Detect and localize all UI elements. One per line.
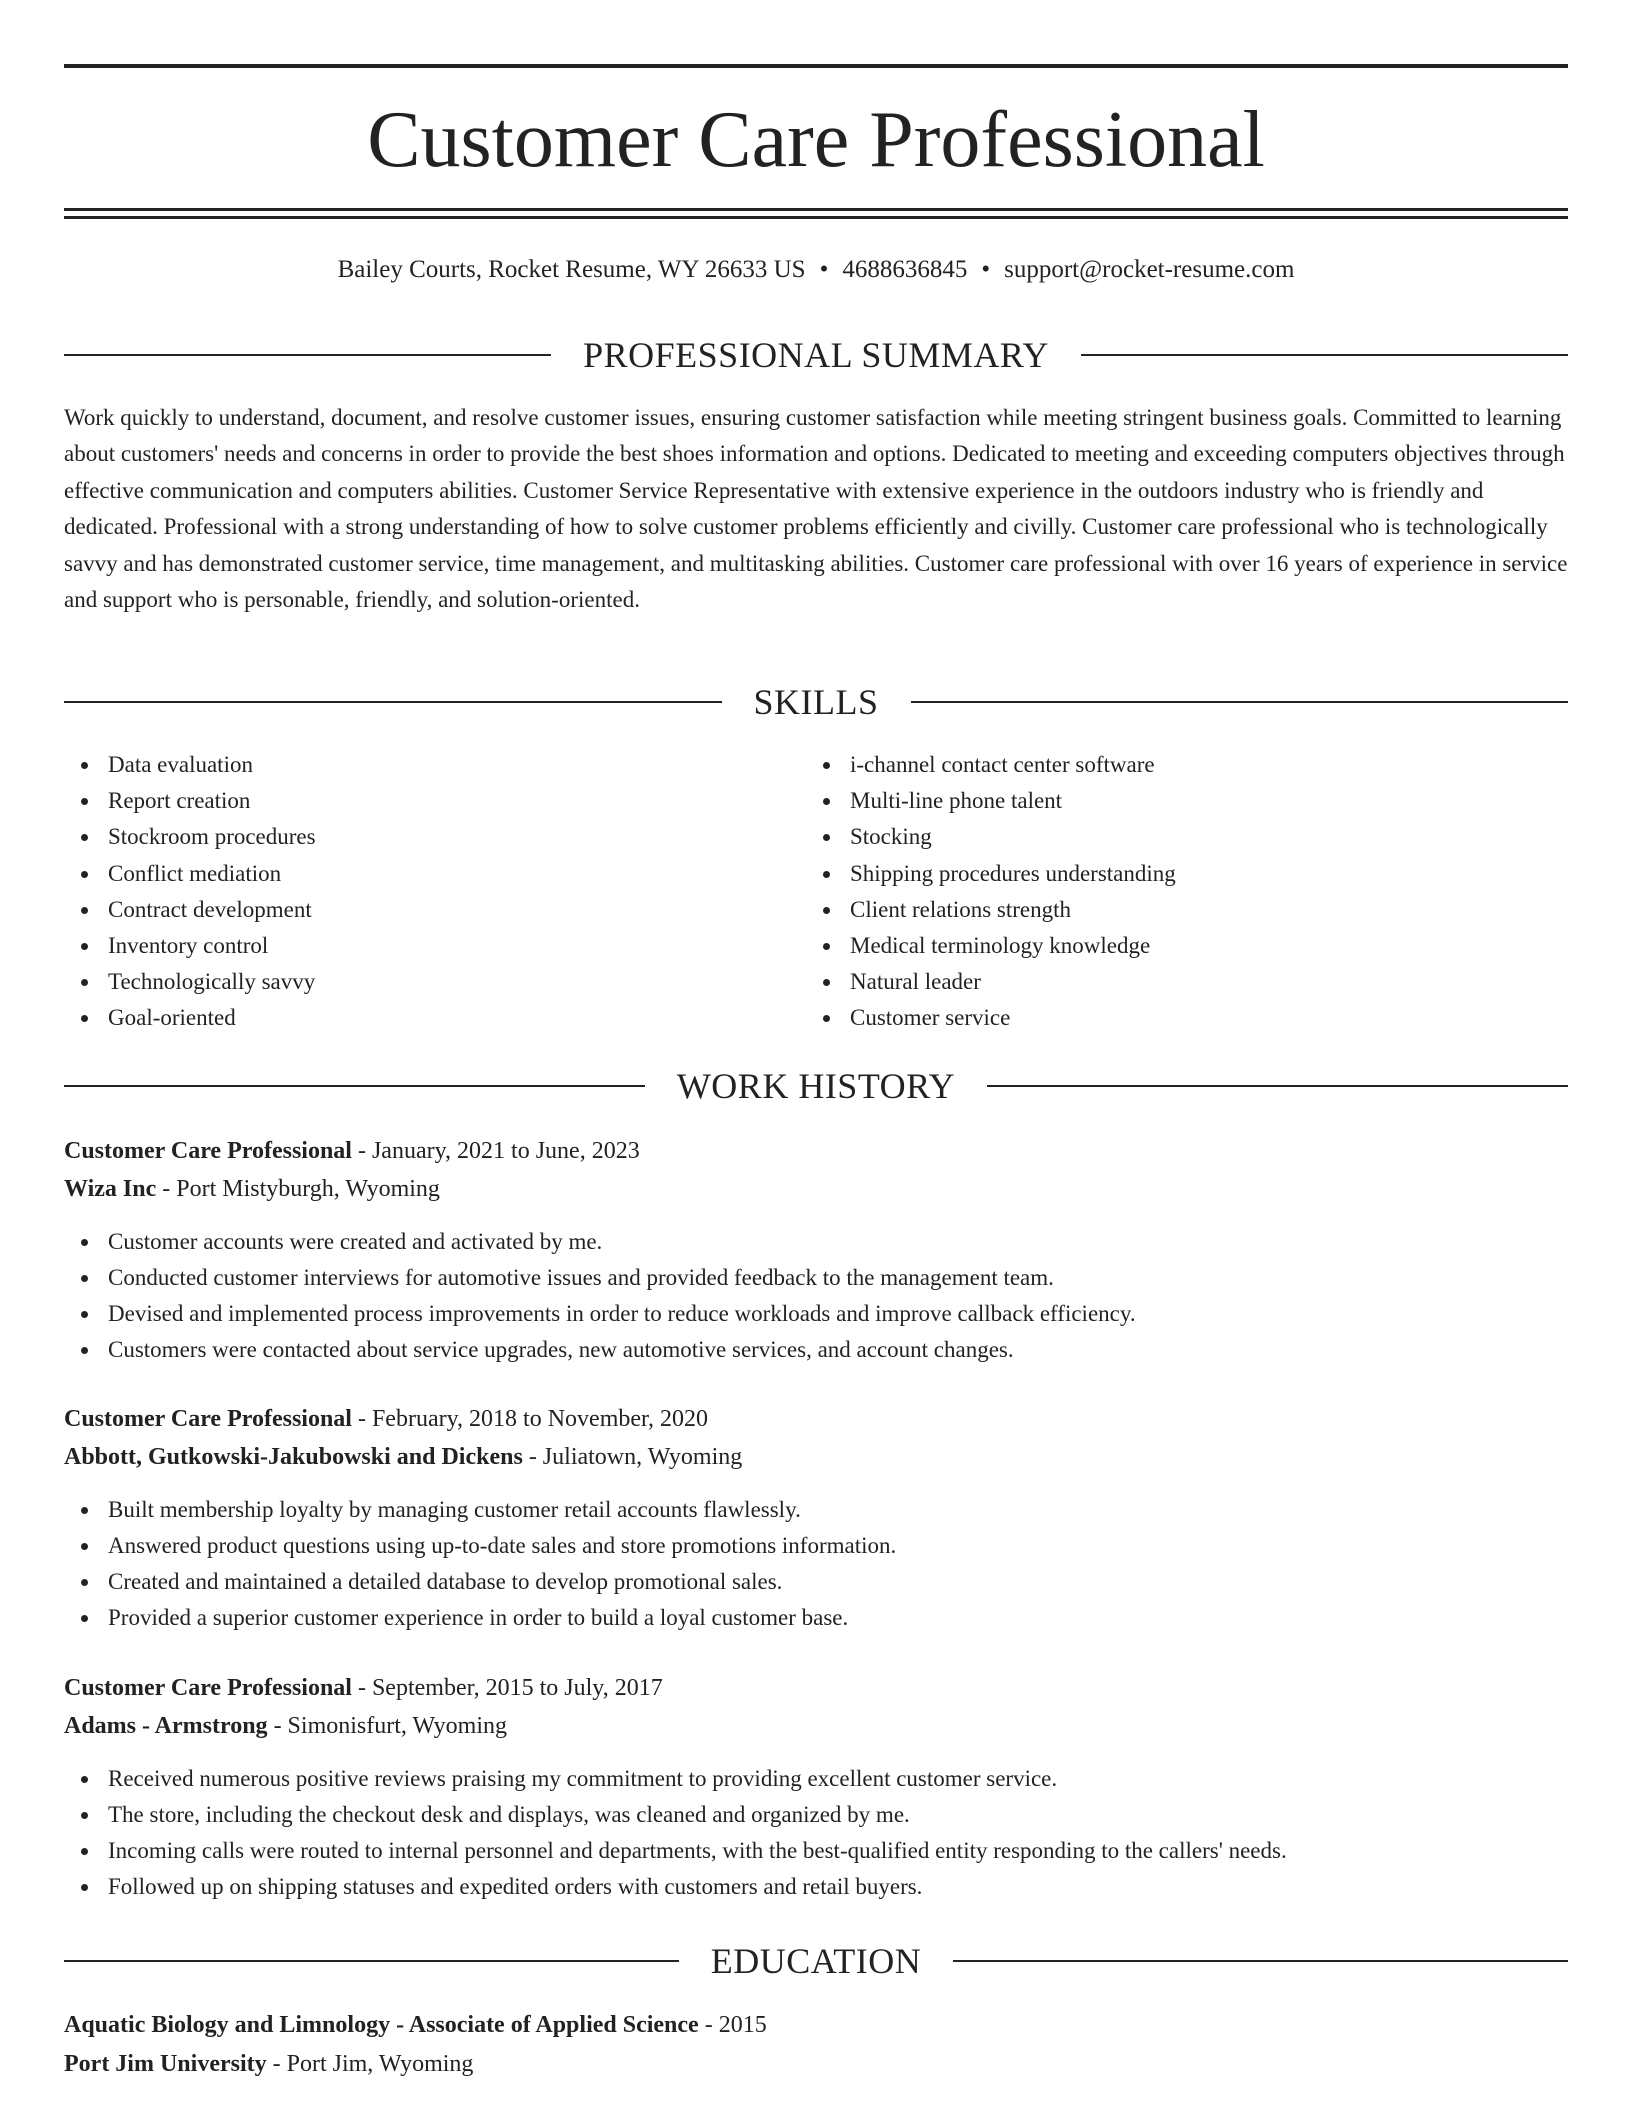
job-duty: Built membership loyalty by managing customer retail accounts flawlessly. xyxy=(64,1492,1568,1528)
section-title: SKILLS xyxy=(753,682,879,722)
job-title: Customer Care Professional xyxy=(64,1406,352,1432)
skill-item: i-channel contact center software xyxy=(806,747,1506,783)
skill-item: Inventory control xyxy=(64,928,764,964)
education-entry xyxy=(64,2006,1568,2084)
education-school-line xyxy=(64,2045,1568,2084)
contact-phone: 4688636845 xyxy=(842,256,968,283)
section-title: EDUCATION xyxy=(710,1941,922,1981)
job-location: - Simonisfurt, Wyoming xyxy=(267,1713,508,1739)
section-header-skills xyxy=(64,680,1568,724)
job-dates: - January, 2021 to June, 2023 xyxy=(351,1138,640,1164)
contact-email: support@rocket-resume.com xyxy=(1004,256,1295,283)
job-entry-1 xyxy=(64,1132,1568,1368)
education-degree-line xyxy=(64,2006,1568,2045)
job-company: Wiza Inc xyxy=(64,1176,157,1202)
divider xyxy=(1081,354,1568,356)
job-duty: Answered product questions using up-to-date sales and store promotions information. xyxy=(64,1528,1568,1564)
skill-item: Natural leader xyxy=(806,964,1506,1000)
skills-list-left xyxy=(64,747,764,1037)
divider xyxy=(953,1960,1568,1962)
divider xyxy=(64,354,551,356)
education-year: - 2015 xyxy=(698,2012,767,2038)
skill-item: Technologically savvy xyxy=(64,964,764,1000)
job-company-line xyxy=(64,1438,1568,1476)
job-duties xyxy=(64,1224,1568,1368)
job-duty: Customers were contacted about service upgrades, new automotive services, and account changes. xyxy=(64,1332,1568,1368)
skills-list-right xyxy=(806,747,1506,1037)
job-duty: Customer accounts were created and activated by me. xyxy=(64,1224,1568,1260)
contact-address: Bailey Courts, Rocket Resume, WY 26633 US xyxy=(337,256,806,283)
skill-item: Customer service xyxy=(806,1000,1506,1036)
job-duty: Received numerous positive reviews praising my commitment to providing excellent customer service. xyxy=(64,1761,1568,1797)
education-school: Port Jim University xyxy=(64,2051,267,2077)
job-company-line xyxy=(64,1707,1568,1745)
summary-text: Work quickly to understand, document, and resolve customer issues, ensuring customer satisfaction while meeting stringent business goals. Committed to learning about customers' needs and concerns in order to provide the best shoes information and options. Dedicated to meeting and exceeding computers objectives through effective communication and computers abilities. Customer Service Representative with extensive experience in the outdoors industry who is friendly and dedicated. Professional with a strong understanding of how to solve customer problems efficiently and civilly. Customer care professional who is technologically savvy and has demonstrated customer service, time management, and multitasking abilities. Customer care professional with over 16 years of experience in service and support who is personable, friendly, and solution-oriented. xyxy=(64,405,1568,613)
skill-item: Stockroom procedures xyxy=(64,819,764,855)
skill-item: Conflict mediation xyxy=(64,856,764,892)
job-location: - Port Mistyburgh, Wyoming xyxy=(156,1176,440,1202)
skill-item: Multi-line phone talent xyxy=(806,783,1506,819)
divider xyxy=(64,701,722,703)
job-entry-3 xyxy=(64,1669,1568,1905)
title-double-rule-upper xyxy=(64,208,1568,211)
job-dates: - February, 2018 to November, 2020 xyxy=(351,1406,709,1432)
section-title: PROFESSIONAL SUMMARY xyxy=(583,335,1049,375)
job-title-line xyxy=(64,1400,1568,1438)
skill-item: Medical terminology knowledge xyxy=(806,928,1506,964)
job-title: Customer Care Professional xyxy=(64,1138,352,1164)
skill-item: Contract development xyxy=(64,892,764,928)
education-location: - Port Jim, Wyoming xyxy=(266,2051,474,2077)
job-company: Abbott, Gutkowski-Jakubowski and Dickens xyxy=(64,1444,523,1470)
job-title: Customer Care Professional xyxy=(64,1675,352,1701)
title-double-rule-lower xyxy=(64,216,1568,219)
skill-item: Client relations strength xyxy=(806,892,1506,928)
job-dates: - September, 2015 to July, 2017 xyxy=(351,1675,663,1701)
divider xyxy=(64,1085,645,1087)
job-duty: Incoming calls were routed to internal personnel and departments, with the best-qualified entity responding to the callers' needs. xyxy=(64,1833,1568,1869)
job-title-line xyxy=(64,1132,1568,1170)
job-duty: Followed up on shipping statuses and expedited orders with customers and retail buyers. xyxy=(64,1869,1568,1905)
divider xyxy=(987,1085,1568,1087)
section-header-summary xyxy=(64,333,1568,377)
divider xyxy=(64,1960,679,1962)
contact-line xyxy=(64,252,1568,288)
section-title: WORK HISTORY xyxy=(676,1066,956,1106)
education-degree: Aquatic Biology and Limnology - Associate of Applied Science xyxy=(64,2012,699,2038)
section-header-work-history xyxy=(64,1064,1568,1108)
resume-name: Customer Care Professional xyxy=(367,96,1265,184)
job-duty: Provided a superior customer experience in order to build a loyal customer base. xyxy=(64,1600,1568,1636)
job-duty: Devised and implemented process improvements in order to reduce workloads and improve callback efficiency. xyxy=(64,1296,1568,1332)
job-duty: Created and maintained a detailed database to develop promotional sales. xyxy=(64,1564,1568,1600)
job-duties xyxy=(64,1761,1568,1905)
skill-item: Shipping procedures understanding xyxy=(806,856,1506,892)
section-header-education xyxy=(64,1939,1568,1983)
job-company: Adams - Armstrong xyxy=(64,1713,268,1739)
skill-item: Goal-oriented xyxy=(64,1000,764,1036)
contact-separator: • xyxy=(981,256,991,283)
job-duty: The store, including the checkout desk and displays, was cleaned and organized by me. xyxy=(64,1797,1568,1833)
job-title-line xyxy=(64,1669,1568,1707)
skill-item: Report creation xyxy=(64,783,764,819)
job-company-line xyxy=(64,1170,1568,1208)
skill-item: Stocking xyxy=(806,819,1506,855)
job-duties xyxy=(64,1492,1568,1636)
job-duty: Conducted customer interviews for automotive issues and provided feedback to the management team. xyxy=(64,1260,1568,1296)
job-entry-2 xyxy=(64,1400,1568,1636)
skill-item: Data evaluation xyxy=(64,747,764,783)
top-rule xyxy=(64,64,1568,68)
contact-separator: • xyxy=(819,256,829,283)
job-location: - Juliatown, Wyoming xyxy=(522,1444,743,1470)
divider xyxy=(911,701,1569,703)
